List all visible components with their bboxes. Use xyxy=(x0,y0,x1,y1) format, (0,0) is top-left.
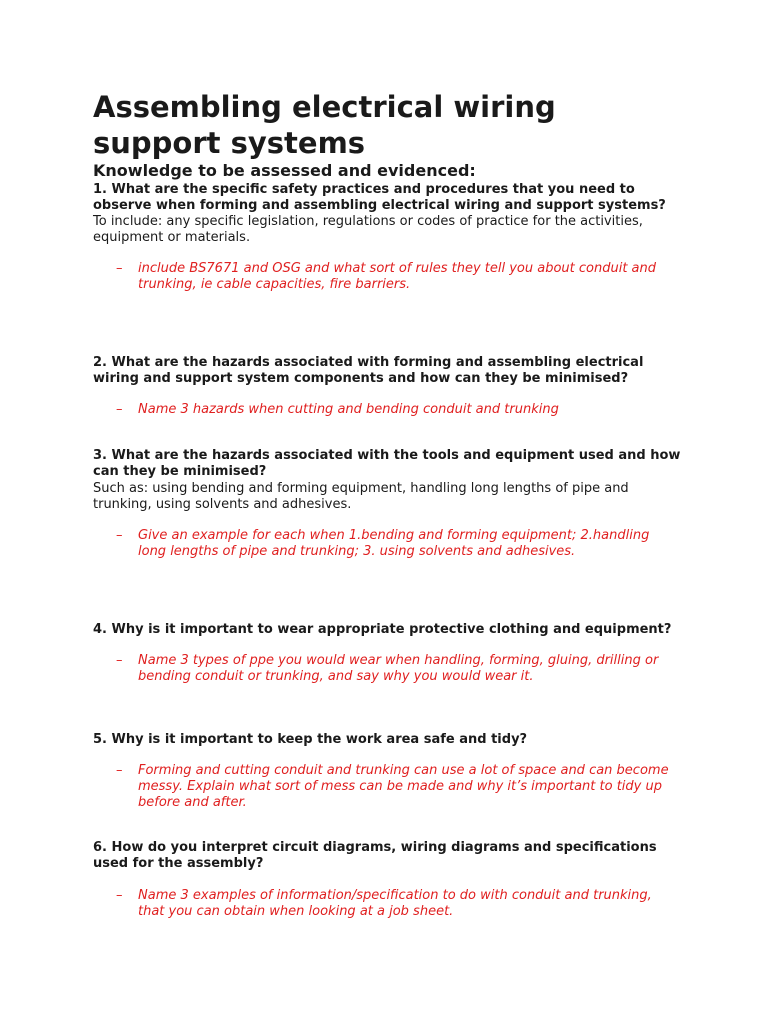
answer-hint-text: Give an example for each when 1.bending and forming equipment; 2.handling long lengths of pipe and trunking; 3. using solvents and adhesives. xyxy=(138,528,650,559)
bullet-dash: – xyxy=(116,763,123,778)
answer-hint-text: Forming and cutting conduit and trunking can use a lot of space and can become messy. Explain what sort of mess can be made and why it’s important to tidy up before and after. xyxy=(138,763,669,810)
bullet-dash: – xyxy=(116,402,123,417)
question-1: 1. What are the specific safety practices and procedures that you need to observe when forming and assembling electrical wiring and support systems? xyxy=(93,182,666,213)
answer-hint-text: Name 3 examples of information/specification to do with conduit and trunking, that you can obtain when looking at a job sheet. xyxy=(138,888,652,919)
answer-hint-4 xyxy=(116,653,676,685)
answer-hint-1 xyxy=(116,261,676,293)
answer-hint-text: Name 3 types of ppe you would wear when handling, forming, gluing, drilling or bending conduit or trunking, and say why you would wear it. xyxy=(138,653,659,684)
bullet-dash: – xyxy=(116,888,123,903)
question-6: 6. How do you interpret circuit diagrams, wiring diagrams and specifications used for the assembly? xyxy=(93,840,657,871)
question-3-note: Such as: using bending and forming equipment, handling long lengths of pipe and trunking, using solvents and adhesives. xyxy=(93,481,629,512)
document-subtitle: Knowledge to be assessed and evidenced: xyxy=(93,161,476,180)
document-title: Assembling electrical wiring support systems xyxy=(93,90,556,160)
question-1-note: To include: any specific legislation, regulations or codes of practice for the activities, equipment or materials. xyxy=(93,214,643,245)
bullet-dash: – xyxy=(116,261,123,276)
question-4: 4. Why is it important to wear appropriate protective clothing and equipment? xyxy=(93,622,672,637)
question-3: 3. What are the hazards associated with the tools and equipment used and how can they be minimised? xyxy=(93,448,681,479)
answer-hint-6 xyxy=(116,888,676,920)
answer-hint-text: include BS7671 and OSG and what sort of rules they tell you about conduit and trunking, ie cable capacities, fire barriers. xyxy=(138,261,657,292)
answer-hint-2 xyxy=(116,402,676,418)
answer-hint-3 xyxy=(116,528,676,560)
bullet-dash: – xyxy=(116,528,123,543)
answer-hint-text: Name 3 hazards when cutting and bending conduit and trunking xyxy=(138,402,559,417)
question-2: 2. What are the hazards associated with forming and assembling electrical wiring and support system components and how can they be minimised? xyxy=(93,355,644,386)
question-5: 5. Why is it important to keep the work area safe and tidy? xyxy=(93,732,528,747)
answer-hint-5 xyxy=(116,763,676,811)
bullet-dash: – xyxy=(116,653,123,668)
